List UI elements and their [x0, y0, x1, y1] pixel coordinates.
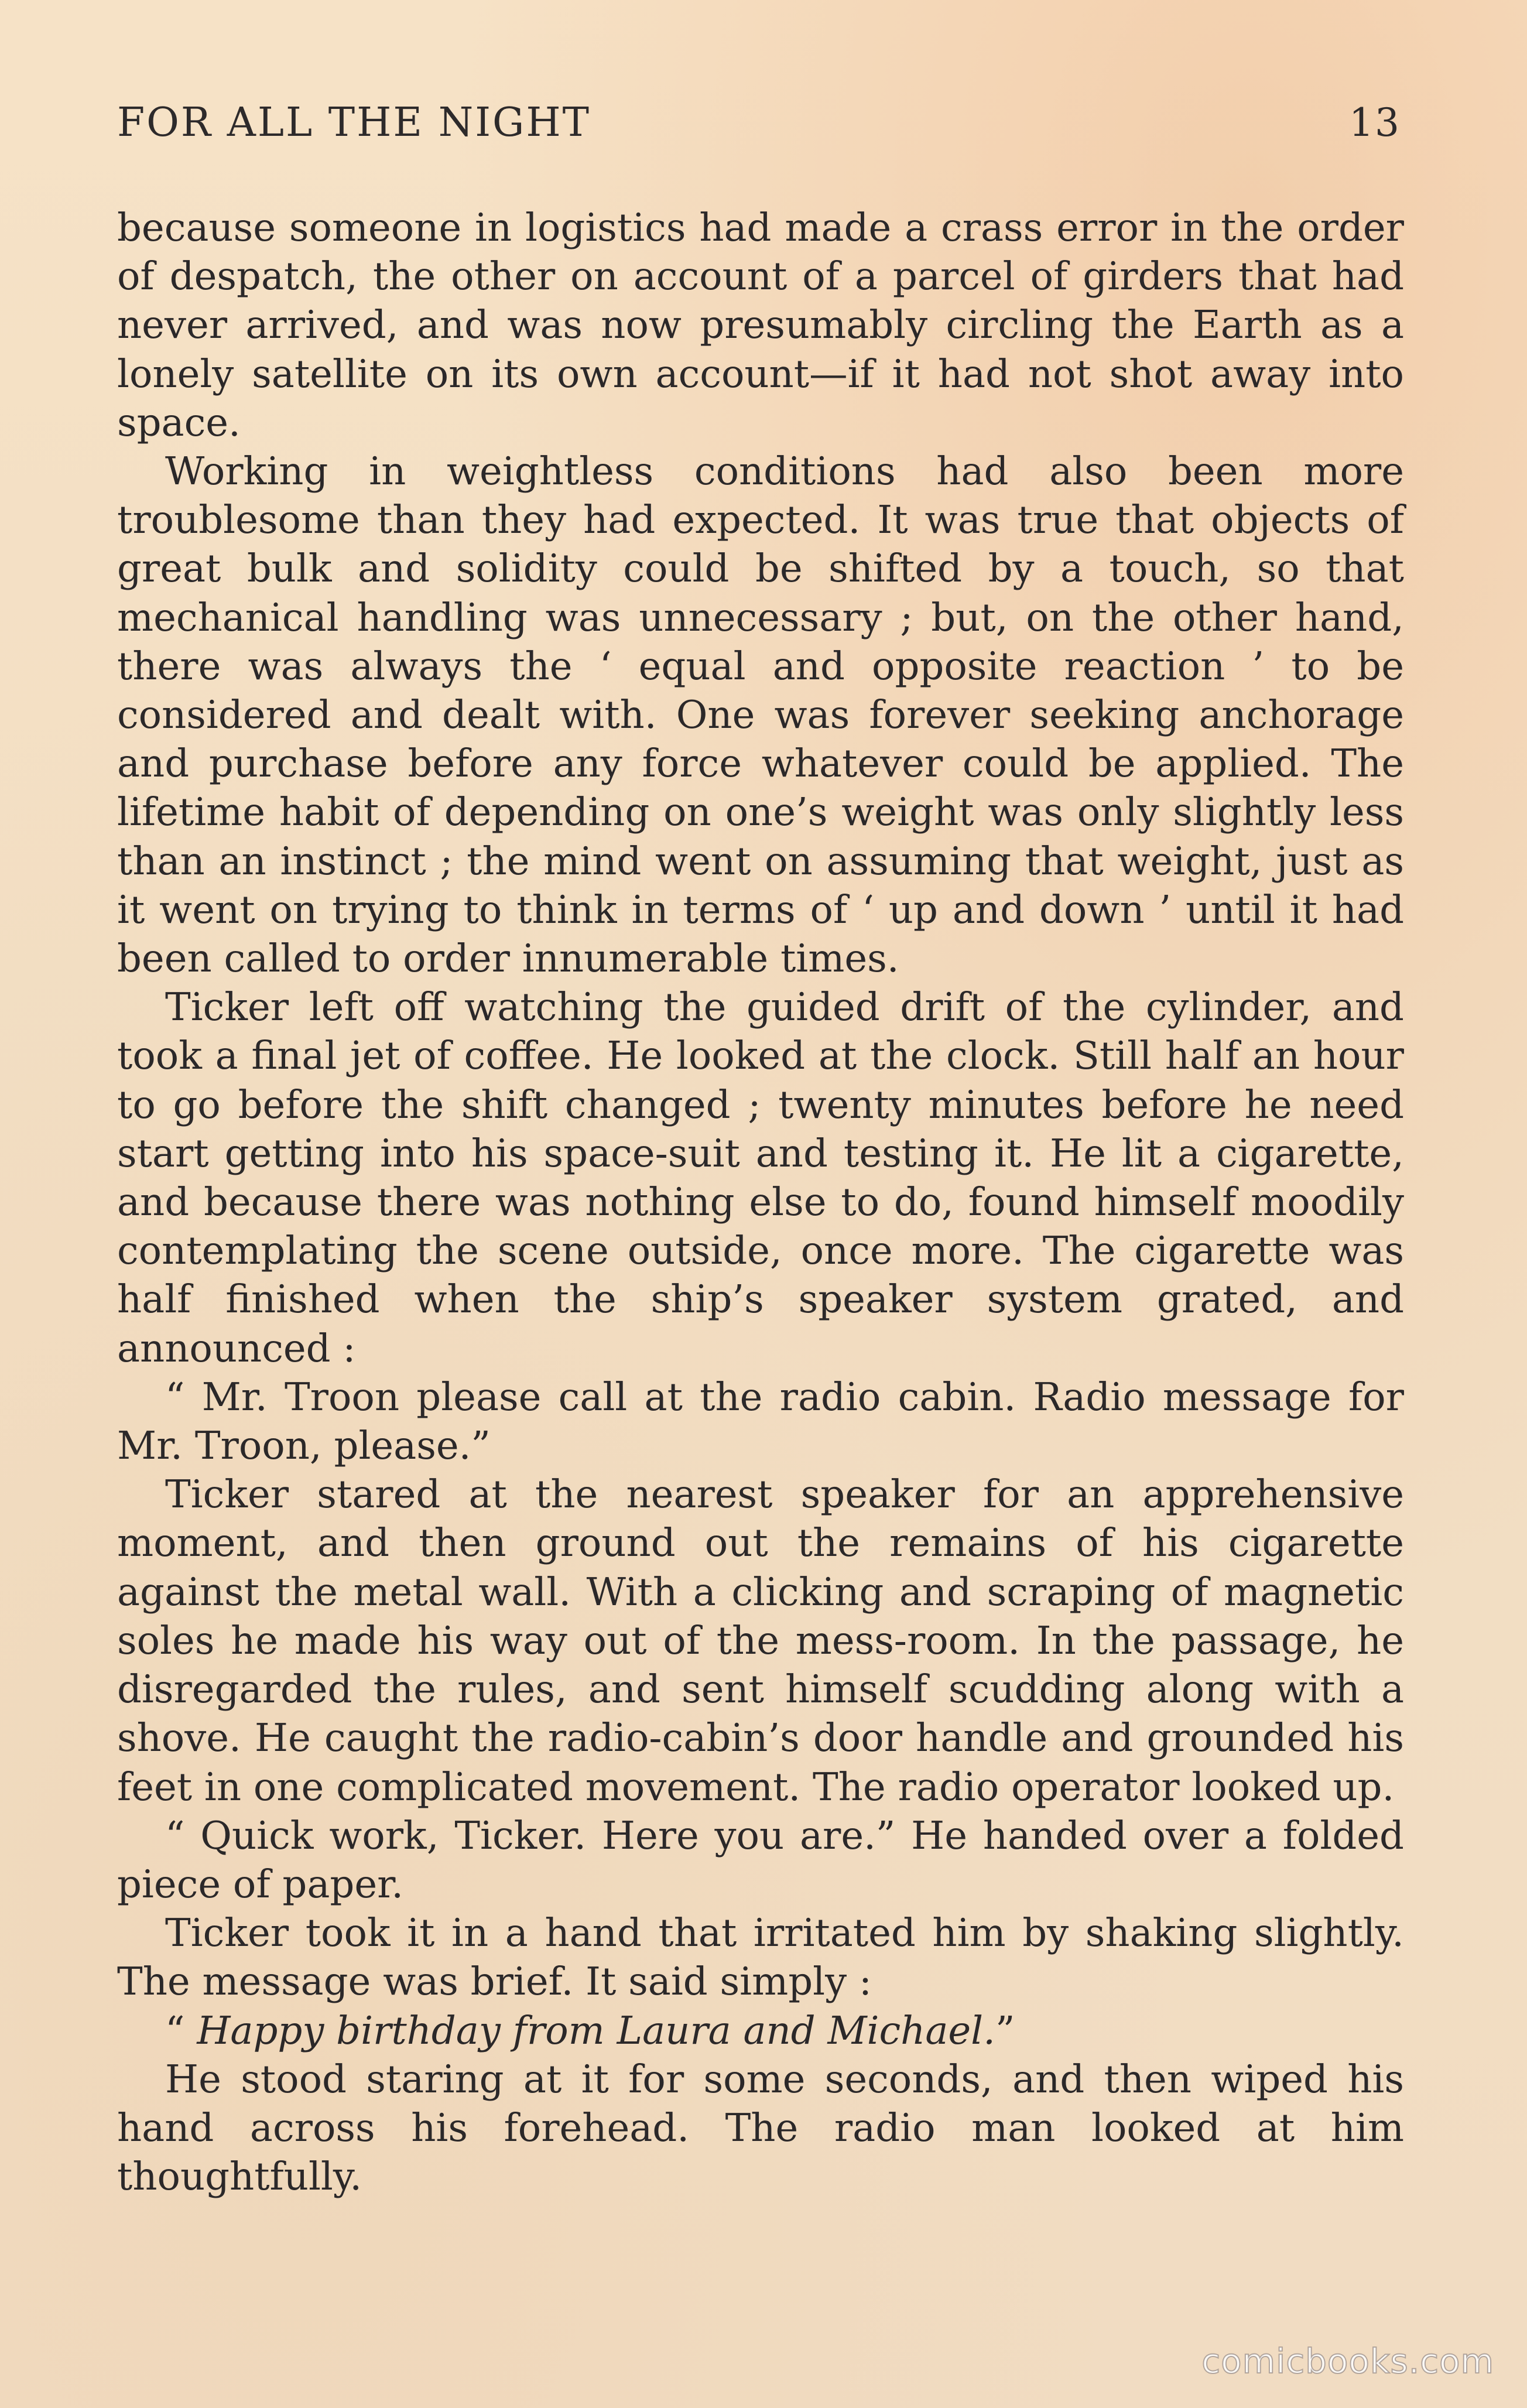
message-quote	[117, 2007, 1404, 2055]
paragraph-6: “ Quick work, Ticker. Here you are.” He handed over a folded piece of paper.	[117, 1813, 1404, 1907]
watermark: comicbooks.com	[1201, 2341, 1494, 2381]
running-title: FOR ALL THE NIGHT	[117, 100, 591, 146]
running-head	[117, 100, 1401, 146]
paragraph-5: Ticker stared at the nearest speaker for an apprehensive moment, and then ground out the remains of his cigarette against the metal wall. With a clicking and scraping of magnetic soles he made his way out of the mess-room. In the passage, he disregarded the rules, and sent himself scudding along with a shove. He caught the radio-cabin’s door handle and grounded his feet in one complicated movement. The radio operator looked up.	[117, 1472, 1404, 1810]
closing-paragraph: He stood staring at it for some seconds, and then wiped his hand across his forehead. The radio man looked at him thoughtfully.	[117, 2057, 1404, 2200]
paragraph-1: because someone in logistics had made a crass error in the order of despatch, the other on account of a parcel of girders that had never arrived, and was now presumably circling the Earth as a lonely satellite on its own account—if it had not shot away into space.	[117, 206, 1404, 445]
paragraph-7: Ticker took it in a hand that irritated him by shaking slightly. The message was brief. It said simply :	[117, 1911, 1404, 2005]
paragraph-3: Ticker left off watching the guided drift of the cylinder, and took a final jet of coffee. He looked at the clock. Still half an hour to go before the shift changed ; twenty minutes before he need start getting into his space-suit and testing it. He lit a cigarette, and because there was nothing else to do, found himself moodily contemplating the scene outside, once more. The cigarette was half finished when the ship’s speaker system grated, and announced :	[117, 985, 1404, 1371]
paragraph-4: “ Mr. Troon please call at the radio cabin. Radio message for Mr. Troon, please.”	[117, 1374, 1404, 1469]
page-number: 13	[1349, 100, 1401, 145]
paragraph-2: Working in weightless conditions had also been more troublesome than they had expected. It was true that objects of great bulk and solidity could be shifted by a touch, so that mechanical handling was unnecessary ; but, on the other hand, there was always the ‘ equal and opposite reaction ’ to be considered and dealt with. One was forever seeking anchorage and purchase before any force whatever could be applied. The lifetime habit of depending on one’s weight was only slightly less than an instinct ; the mind went on assuming that weight, just as it went on trying to think in terms of ‘ up and down ’ until it had been called to order innumerable times.	[117, 449, 1404, 981]
quote-close: ”	[995, 2008, 1015, 2053]
body-text	[117, 204, 1404, 2201]
quote-open: “	[165, 2008, 197, 2053]
quote-text: Happy birthday from Laura and Michael.	[197, 2008, 995, 2053]
